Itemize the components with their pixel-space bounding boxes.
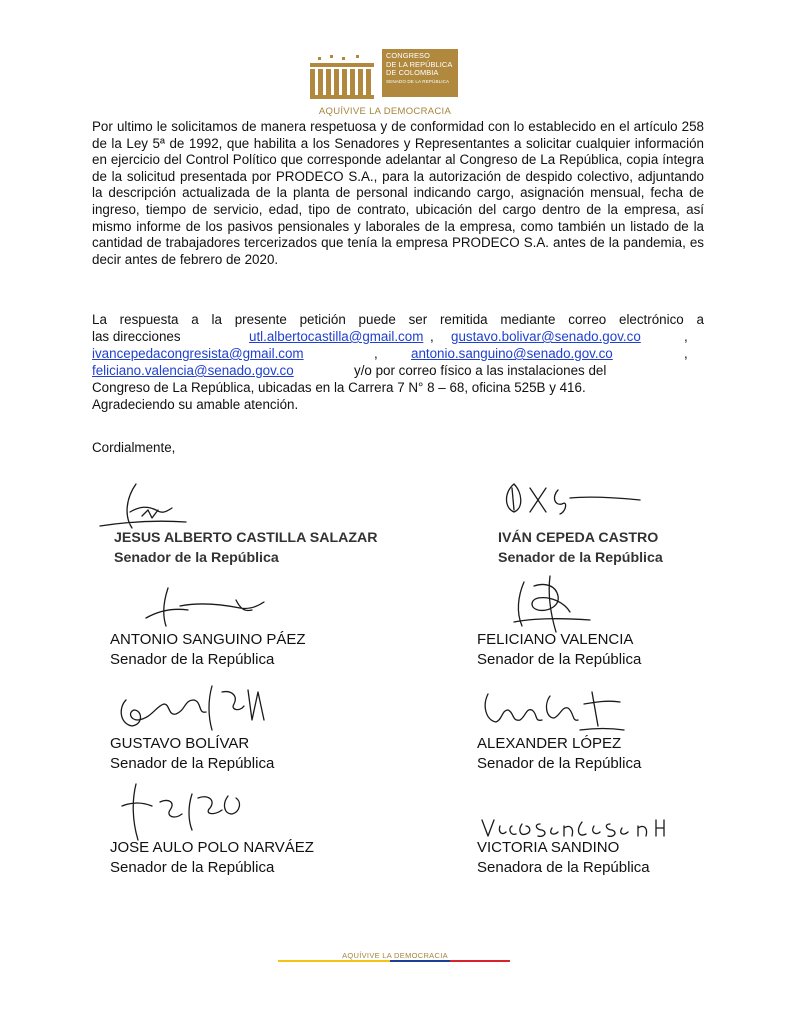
response-line-5: Congreso de La República, ubicadas en la Carrera 7 N° 8 – 68, oficina 525B y 416. (92, 380, 586, 395)
closing-greeting: Cordialmente, (92, 440, 176, 455)
signatory-name: JOSE AULO POLO NARVÁEZ (110, 839, 314, 856)
signatory-role: Senador de la República (114, 550, 279, 566)
signature-lopez (480, 682, 630, 738)
signatory-bolivar (110, 734, 274, 774)
capitol-columns-icon (304, 45, 376, 99)
response-line-1: La respuesta a la presente petición puede ser remitida mediante correo electrónico a (92, 312, 704, 327)
signatory-name: ALEXANDER LÓPEZ (477, 735, 622, 752)
signature-valencia (494, 572, 604, 636)
signatory-name: FELICIANO VALENCIA (477, 631, 634, 648)
signatory-role: Senador de la República (110, 651, 275, 668)
response-line-2: las direcciones utl.albertocastilla@gmail.com , gustavo.bolivar@senado.gov.co , (92, 329, 688, 344)
signatory-role: Senador de la República (498, 550, 663, 566)
signatory-valencia (477, 630, 641, 670)
email-link-valencia[interactable]: feliciano.valencia@senado.gov.co (92, 363, 294, 378)
logo-line-2: DE LA REPÚBLICA (386, 59, 453, 69)
logo-line-3: DE COLOMBIA (386, 68, 439, 78)
signature-sanguino (140, 580, 280, 632)
logo-line-1: CONGRESO (386, 51, 430, 60)
response-line-6: Agradeciendo su amable atención. (92, 397, 299, 412)
signatory-sandino (477, 838, 650, 878)
signatory-role: Senador de la República (110, 859, 275, 876)
logo-text-box (382, 49, 458, 97)
postal-option-text: y/o por correo físico a las instalaciones del (354, 363, 607, 378)
signatory-polo (110, 838, 314, 878)
signatory-role: Senador de la República (477, 755, 642, 772)
signatory-name: JESUS ALBERTO CASTILLA SALAZAR (114, 530, 378, 546)
logo-subline: SENADO DE LA REPÚBLICA (386, 78, 450, 84)
signatory-role: Senador de la República (110, 755, 275, 772)
header-tagline: AQUÍVIVE LA DEMOCRACIA (318, 106, 452, 117)
signature-bolivar (112, 680, 272, 738)
footer-flag-red (450, 960, 510, 962)
signatory-cepeda (498, 528, 663, 568)
signatory-role: Senadora de la República (477, 859, 650, 876)
signatory-name: GUSTAVO BOLÍVAR (110, 735, 250, 752)
signature-cepeda (500, 478, 650, 518)
footer-flag-yellow (278, 960, 390, 962)
congress-logo (304, 45, 456, 101)
email-link-cepeda[interactable]: ivancepedacongresista@gmail.com (92, 346, 304, 361)
request-paragraph: Por ultimo le solicitamos de manera respetuosa y de conformidad con lo establecido en el artículo 258 de la Ley 5ª de 1992, que habilita a los Senadores y Representantes a solicitar cualquier información en ejercicio del Control Político que corresponde adelantar al Congreso de La República, copia íntegra de la solicitud presentada por PRODECO S.A., para la autorización de despido colectivo, adjuntando la descripción actualizada de la planta de personal indicando cargo, asignación mensual, fecha de ingreso, tiempo de servicio, edad, tipo de contrato, ubicación del cargo dentro de la empresa, así mismo informe de los pasivos pensionales y laborales de la empresa, como también un listado de la cantidad de trabajadores tercerizados que tenía la empresa PRODECO S.A. antes de la pandemia, es decir antes de febrero de 2020. (92, 119, 704, 267)
signatory-name: IVÁN CEPEDA CASTRO (498, 530, 659, 546)
directions-label: las direcciones (92, 329, 181, 344)
signatory-lopez (477, 734, 641, 774)
signatory-name: ANTONIO SANGUINO PÁEZ (110, 631, 306, 648)
signatory-name: VICTORIA SANDINO (477, 839, 620, 856)
email-link-sanguino[interactable]: antonio.sanguino@senado.gov.co (411, 346, 613, 361)
response-line-3: ivancepedacongresista@gmail.com , antonio.sanguino@senado.gov.co , (92, 346, 688, 361)
response-line-4 (92, 363, 704, 380)
footer-flag-blue (390, 960, 450, 962)
signatory-sanguino (110, 630, 306, 670)
signature-polo (112, 780, 262, 844)
signatory-role: Senador de la República (477, 651, 642, 668)
footer-tagline: AQUÍVIVE LA DEMOCRACIA (342, 951, 448, 960)
signature-castilla (96, 476, 206, 536)
email-link-bolivar[interactable]: gustavo.bolivar@senado.gov.co (451, 329, 641, 344)
email-link-castilla[interactable]: utl.albertocastilla@gmail.com (249, 329, 424, 344)
signatory-castilla (114, 528, 378, 568)
